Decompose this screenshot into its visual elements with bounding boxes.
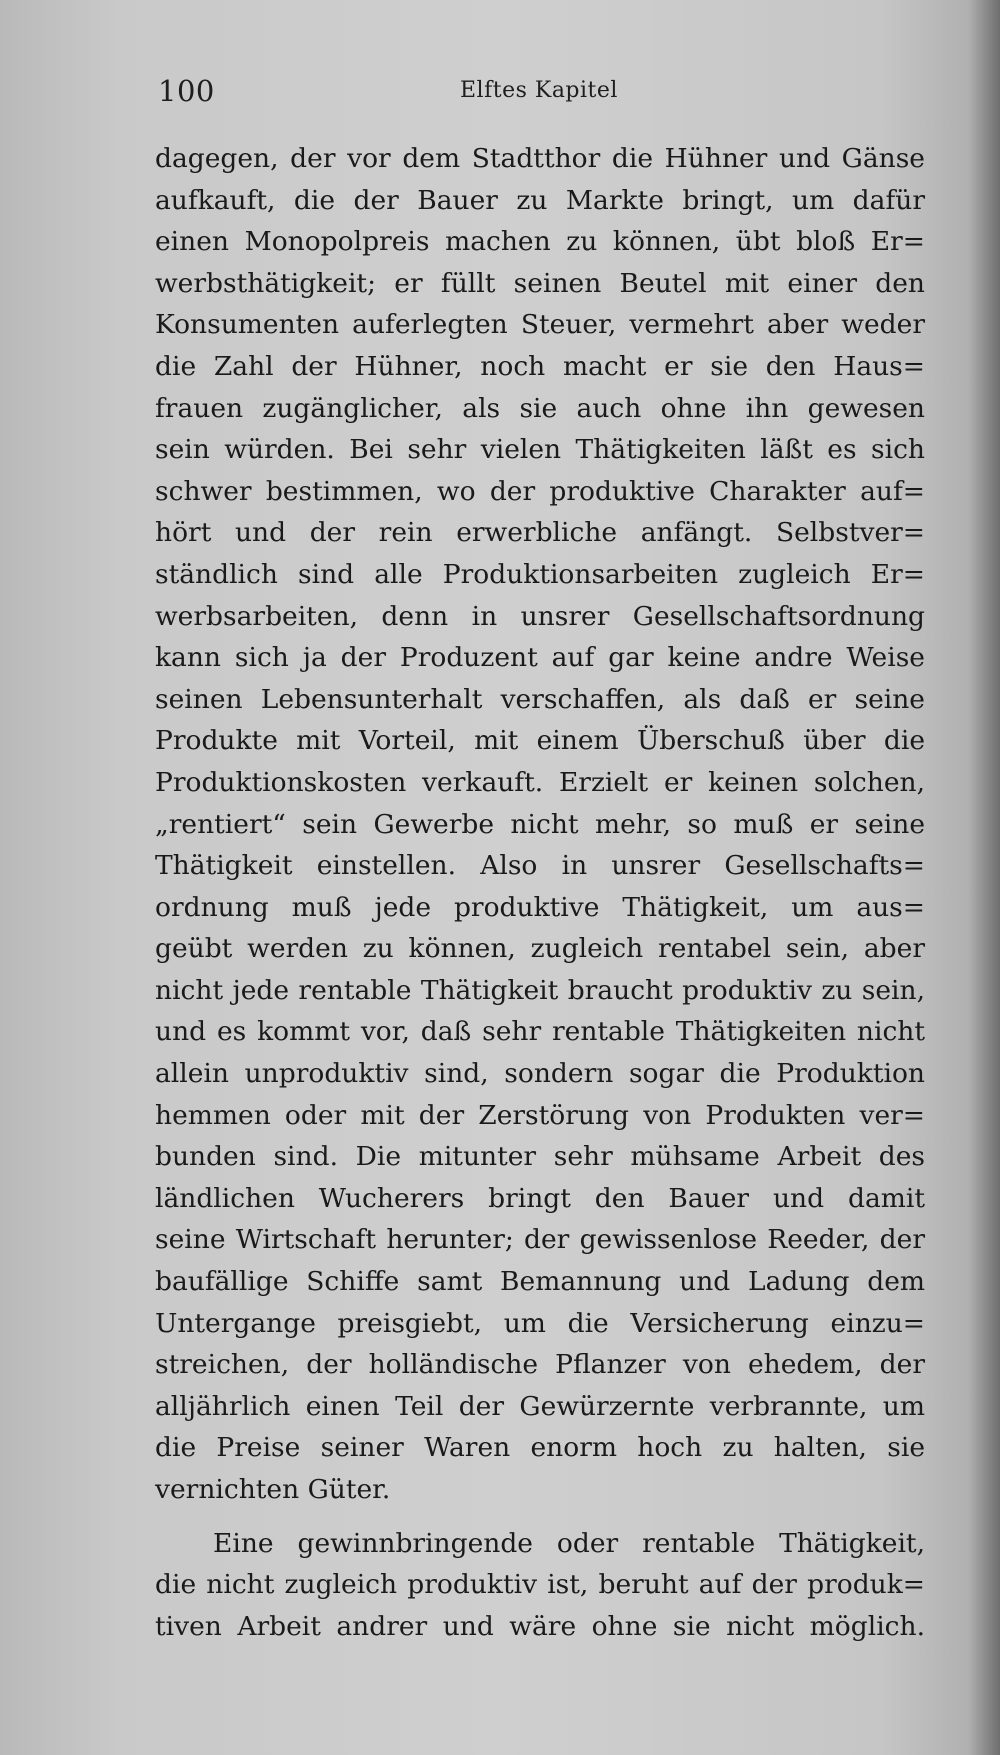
body-text <box>155 138 925 1647</box>
text-line: „rentiert“ sein Gewerbe nicht mehr, so muß er seine <box>155 808 925 840</box>
text-line: Produkte mit Vorteil, mit einem Überschuß über die <box>155 725 925 757</box>
text-line: geübt werden zu können, zugleich rentabel sein, aber <box>155 933 925 965</box>
text-line: sein würden. Bei sehr vielen Thätigkeiten läßt es sich <box>155 434 925 466</box>
text-line: seinen Lebensunterhalt verschaffen, als daß er seine <box>155 683 925 715</box>
text-line: dagegen, der vor dem Stadtthor die Hühner und Gänse <box>155 143 925 174</box>
text-line: ständlich sind alle Produktionsarbeiten zugleich Er= <box>155 558 925 590</box>
text-line: hemmen oder mit der Zerstörung von Produkten ver= <box>155 1099 925 1131</box>
text-line: ordnung muß jede produktive Thätigkeit, um aus= <box>155 891 925 923</box>
text-line: Konsumenten auferlegten Steuer, vermehrt aber weder <box>155 309 925 341</box>
text-line: seine Wirtschaft herunter; der gewissenlose Reeder, der <box>155 1224 925 1256</box>
text-line: bunden sind. Die mitunter sehr mühsame Arbeit des <box>155 1141 925 1173</box>
text-line: Thätigkeit einstellen. Also in unsrer Gesellschafts= <box>155 850 925 882</box>
paragraph-gap <box>155 1511 925 1523</box>
running-head: Elftes Kapitel <box>460 78 618 103</box>
text-line: Produktionskosten verkauft. Erzielt er keinen solchen, <box>155 766 925 798</box>
text-line: die Preise seiner Waren enorm hoch zu halten, sie <box>155 1432 925 1464</box>
text-line: werbsthätigkeit; er füllt seinen Beutel mit einer den <box>155 267 925 299</box>
page-number: 100 <box>158 74 215 108</box>
text-line: und es kommt vor, daß sehr rentable Thätigkeiten nicht <box>155 1016 925 1048</box>
text-line: die Zahl der Hühner, noch macht er sie den Haus= <box>155 350 925 382</box>
text-line: Untergange preisgiebt, um die Versicherung einzu= <box>155 1307 925 1339</box>
text-line: allein unproduktiv sind, sondern sogar die Produktion <box>155 1058 925 1090</box>
text-line: nicht jede rentable Thätigkeit braucht produktiv zu sein, <box>155 974 925 1006</box>
text-line: tiven Arbeit andrer und wäre ohne sie nicht möglich. <box>155 1610 925 1642</box>
text-line: alljährlich einen Teil der Gewürzernte verbrannte, um <box>155 1390 925 1422</box>
page-header <box>158 74 918 114</box>
text-line: aufkauft, die der Bauer zu Markte bringt, um dafür <box>155 184 925 216</box>
text-line: frauen zugänglicher, als sie auch ohne ihn gewesen <box>155 392 925 424</box>
text-line: schwer bestimmen, wo der produktive Charakter auf= <box>155 475 925 507</box>
text-line: einen Monopolpreis machen zu können, übt bloß Er= <box>155 226 925 258</box>
text-line: vernichten Güter. <box>155 1474 391 1505</box>
text-line: hört und der rein erwerbliche anfängt. Selbstver= <box>155 517 925 549</box>
text-line: baufällige Schiffe samt Bemannung und Ladung dem <box>155 1266 925 1298</box>
text-line: ländlichen Wucherers bringt den Bauer und damit <box>155 1182 925 1214</box>
paragraph <box>155 138 925 1511</box>
text-line: kann sich ja der Produzent auf gar keine andre Weise <box>155 642 925 674</box>
text-line: werbsarbeiten, denn in unsrer Gesellschaftsordnung <box>155 600 925 632</box>
paragraph <box>155 1523 925 1648</box>
text-line: streichen, der holländische Pflanzer von ehedem, der <box>155 1349 925 1381</box>
text-line: Eine gewinnbringende oder rentable Thätigkeit, <box>213 1527 925 1559</box>
text-line: die nicht zugleich produktiv ist, beruht auf der produk= <box>155 1569 925 1601</box>
